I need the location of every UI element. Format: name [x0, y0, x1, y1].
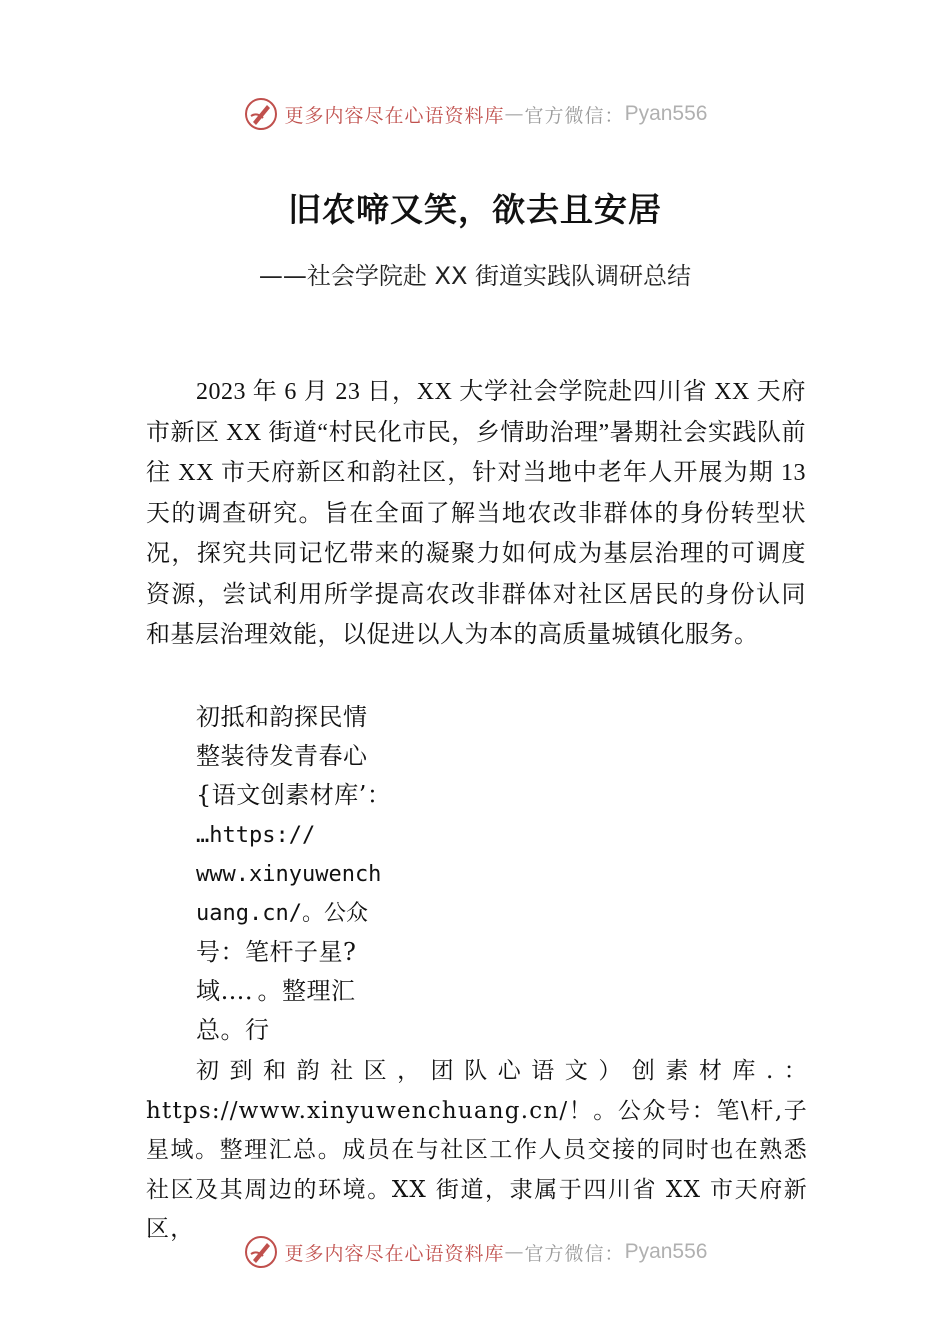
banner-wechat-id: Pyan556 — [624, 1240, 708, 1263]
document-title: 旧农啼又笑，欲去且安居 — [288, 190, 662, 229]
text-line: www.xinyuwench — [196, 862, 382, 887]
banner-wechat-label: 官方微信： — [524, 1242, 625, 1265]
banner-wechat-id: Pyan556 — [624, 102, 708, 125]
text-line: 域…．。整理汇 — [196, 977, 356, 1005]
text-line: {语文创素材库’： — [196, 781, 392, 809]
pen-logo-icon — [243, 1234, 279, 1270]
banner-prefix: 更多内容尽在心语资料库 — [284, 1242, 505, 1265]
pen-logo-icon — [243, 96, 279, 132]
paragraph-intro: 2023 年 6 月 23 日，XX 大学社会学院赴四川省 XX 天府市新区 XX 街道“村民化市民，乡情助治理”暑期社会实践队前往 XX 市天府新区和韵社区，针对当地中老年人开展为期 13 天的调查研究。旨在全面了解当地农改非群体的身份转型状况，探究共同记忆带来的凝聚力如何成为基层治理的可调度资源，尝试利用所学提高农改非群体对社区居民的身份认同和基层治理效能，以促进以人为本的高质量城镇化服务。 — [146, 379, 806, 648]
text-line: 初抵和韵探民情 — [196, 703, 368, 731]
paragraph-arrival: 初到和韵社区，团队心语文）创素材库.：https://www.xinyuwenchuang.cn/！。公众号：笔\杆,子星域。整理汇总。成员在与社区工作人员交接的同时也在熟悉社区及其周边的环境。XX 街道，隶属于四川省 XX 市天府新区， — [146, 1058, 808, 1242]
text-line: uang.cn/。公众 — [196, 901, 368, 926]
text-line: 号：笔杆子星? — [196, 938, 357, 966]
text-line: 总。行 — [196, 1016, 270, 1044]
banner-wechat-label: 官方微信： — [524, 104, 625, 127]
text-line: …https:// — [196, 823, 316, 848]
banner-separator: — — [504, 1241, 525, 1263]
banner-prefix: 更多内容尽在心语资料库 — [284, 104, 505, 127]
header-watermark-banner — [0, 94, 950, 134]
banner-separator: — — [504, 103, 525, 125]
footer-watermark-banner — [0, 1232, 950, 1272]
text-line: 整装待发青春心 — [196, 742, 368, 770]
document-subtitle: ——社会学院赴 XX 街道实践队调研总结 — [258, 262, 692, 290]
